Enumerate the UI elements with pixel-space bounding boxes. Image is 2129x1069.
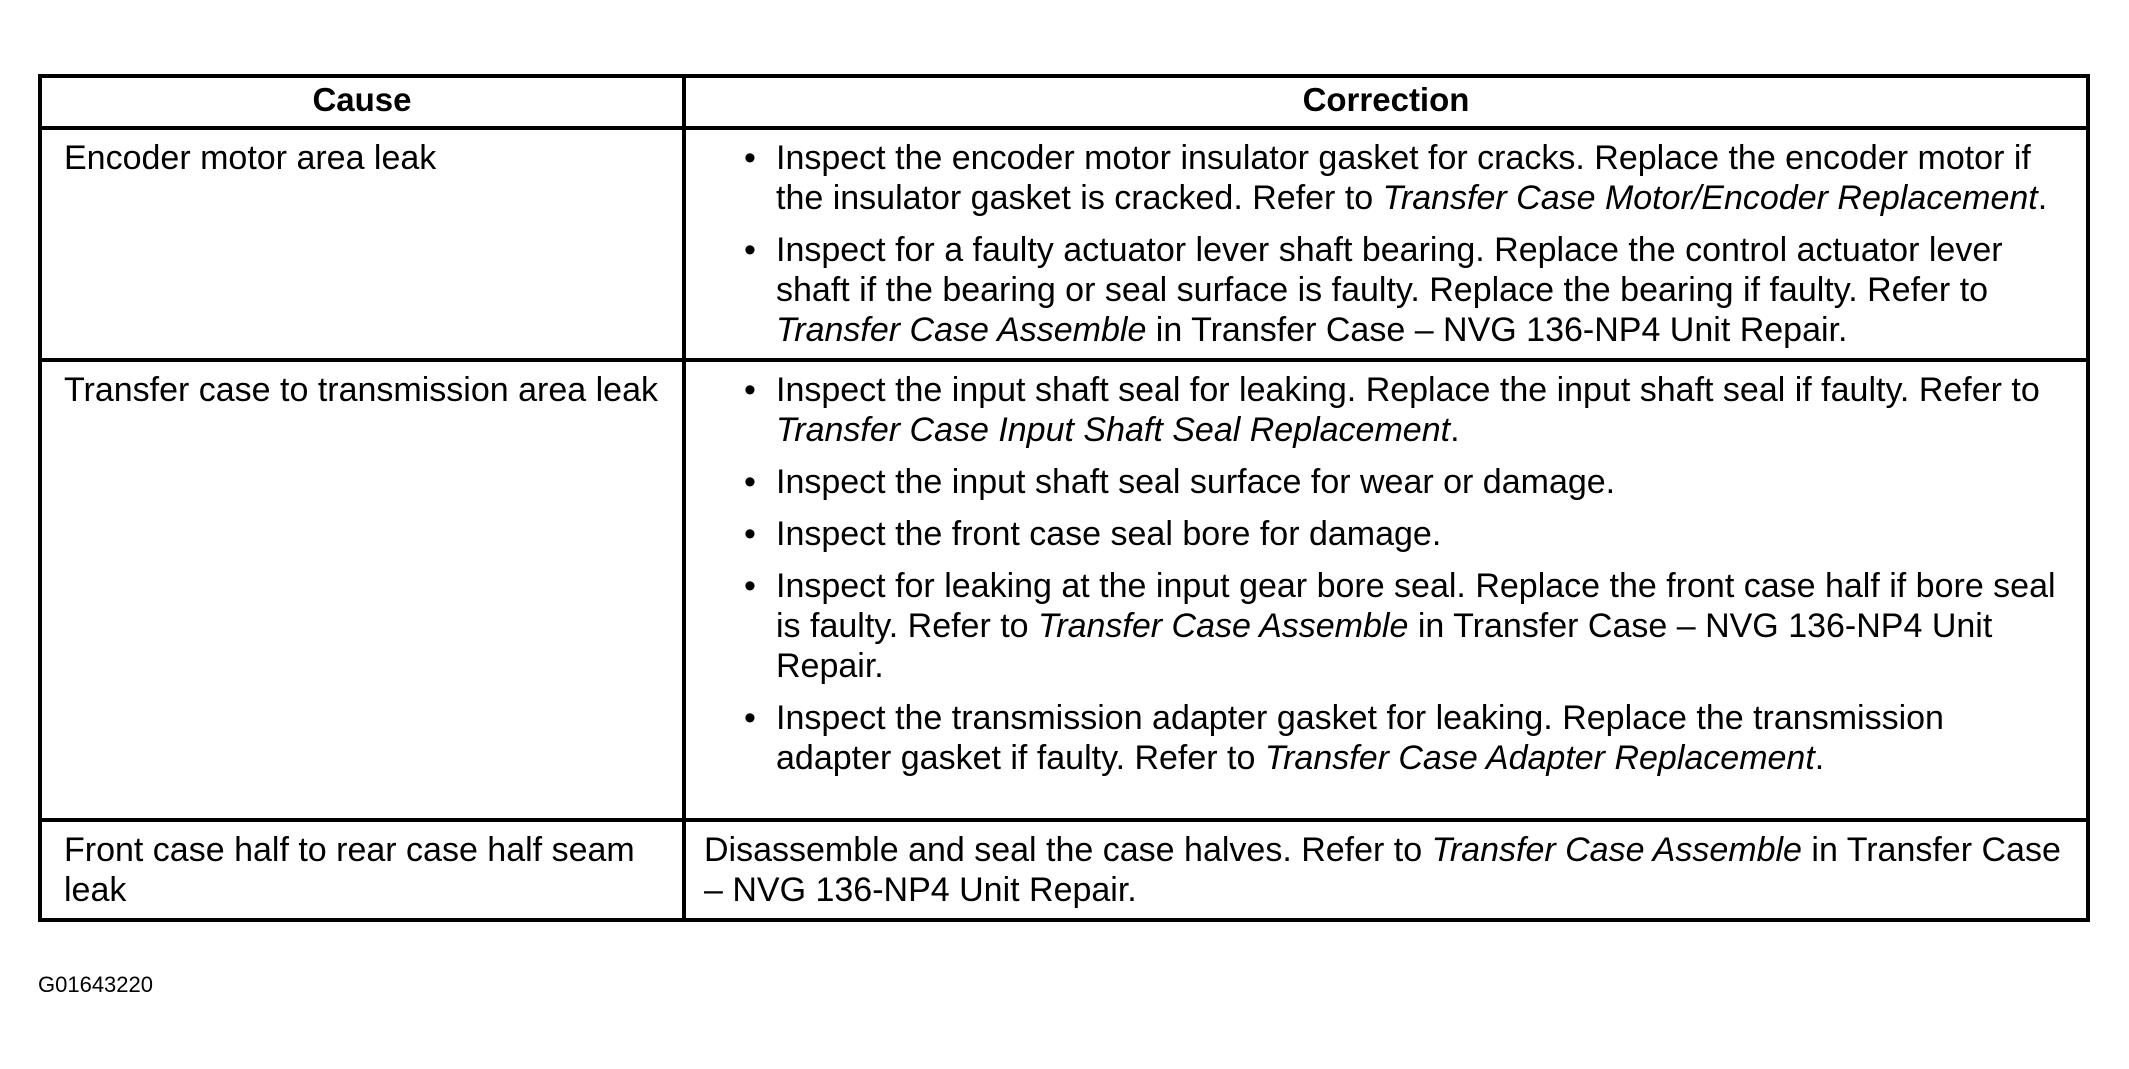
correction-cell [684,128,2088,360]
correction-text: Inspect the front case seal bore for damage. [776,515,1442,553]
list-item [704,566,2066,686]
correction-cell [684,360,2088,820]
correction-text: Inspect the encoder motor insulator gasket for cracks. Replace the encoder motor if the insulator gasket is cracked. Refer to [776,139,2031,217]
header-cause: Cause [40,76,684,128]
correction-list [704,138,2066,350]
table-row [40,820,2088,920]
correction-cell [684,820,2088,920]
list-item [704,230,2066,350]
bullet-icon: • [744,231,756,269]
correction-list [704,370,2066,778]
correction-text-tail: in Transfer Case – NVG 136-NP4 Unit Repair. [1146,311,1848,349]
correction-text: Inspect the input shaft seal surface for wear or damage. [776,463,1616,501]
table-row [40,128,2088,360]
list-item [704,138,2066,218]
correction-text-tail: in Transfer Case – NVG 136-NP4 Unit Repair. [776,607,1993,685]
correction-text: Disassemble and seal the case halves. Refer to [704,831,1432,869]
correction-text: Inspect the input shaft seal for leaking. Replace the input shaft seal if faulty. Refer to [776,371,2040,409]
diagnostic-table-container [38,74,2090,922]
correction-text-tail: . [1814,739,1825,777]
bullet-icon: • [744,567,756,605]
header-correction: Correction [684,76,2088,128]
correction-text-tail: in Transfer Case – NVG 136-NP4 Unit Repair. [704,831,2061,909]
list-item [704,370,2066,450]
table-row [40,360,2088,820]
cause-cell: Encoder motor area leak [40,128,684,360]
bullet-icon: • [744,699,756,737]
bullet-icon: • [744,515,756,553]
list-item [704,462,2066,502]
figure-id: G01643220 [38,972,153,997]
correction-text: Inspect the transmission adapter gasket for leaking. Replace the transmission adapter gasket if faulty. Refer to [776,699,1944,777]
bullet-icon: • [744,371,756,409]
procedure-reference: Transfer Case Input Shaft Seal Replacement [776,411,1451,449]
table-header-row [40,76,2088,128]
procedure-reference: Transfer Case Adapter Replacement [1264,739,1815,777]
procedure-reference: Transfer Case Assemble [1038,607,1409,645]
cause-cell: Transfer case to transmission area leak [40,360,684,820]
procedure-reference: Transfer Case Assemble [1431,831,1802,869]
bullet-icon: • [744,139,756,177]
procedure-reference: Transfer Case Motor/Encoder Replacement [1382,179,2038,217]
bullet-icon: • [744,463,756,501]
correction-text: Inspect for a faulty actuator lever shaft bearing. Replace the control actuator lever shaft if the bearing or seal surface is faulty. Replace the bearing if faulty. Refer to [776,231,2003,309]
correction-text-tail: . [1450,411,1460,449]
correction-text: Inspect for leaking at the input gear bore seal. Replace the front case half if bore seal is faulty. Refer to [776,567,2056,645]
cause-cell: Front case half to rear case half seam leak [40,820,684,920]
diagnostic-table [38,74,2090,922]
list-item [704,698,2066,778]
correction-text-tail: . [2037,179,2048,217]
list-item [704,514,2066,554]
procedure-reference: Transfer Case Assemble [776,311,1147,349]
